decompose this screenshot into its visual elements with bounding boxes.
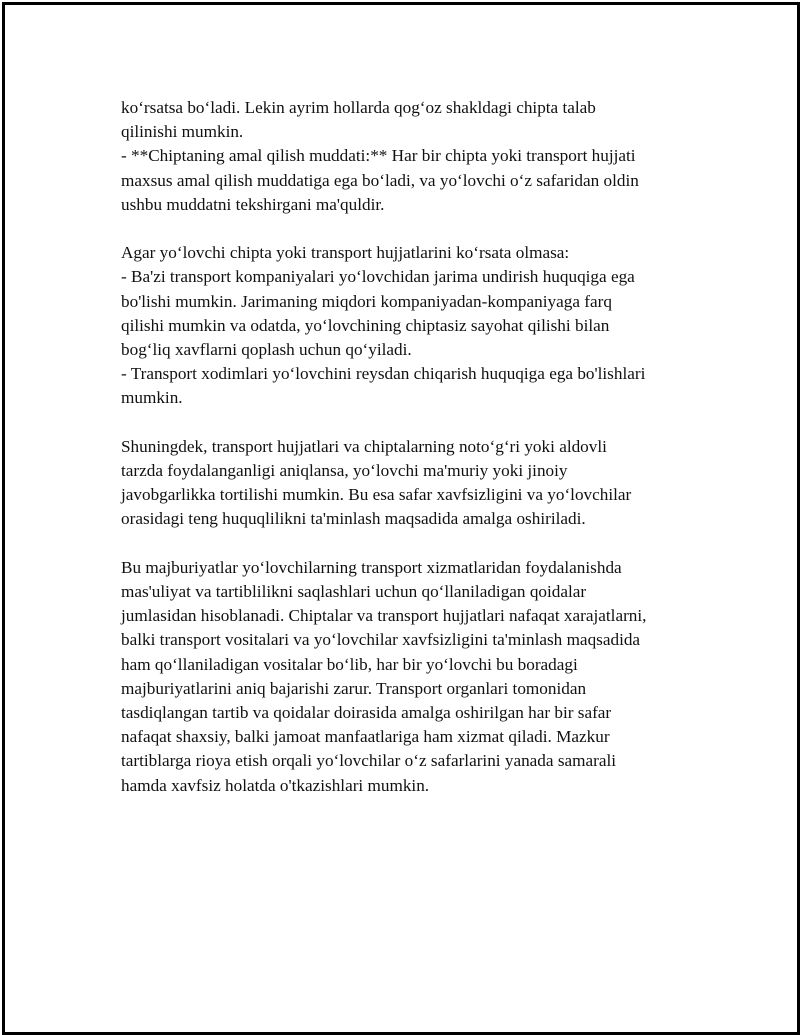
text-line: bog‘liq xavflarni qoplash uchun qo‘yiladi. (121, 340, 412, 360)
text-line: ushbu muddatni tekshirgani ma'quldir. (121, 194, 385, 214)
text-line: maxsus amal qilish muddatiga ega bo‘ladi, va yo‘lovchi o‘z safaridan oldin (121, 170, 639, 190)
document-body (121, 96, 721, 822)
text-line: jumlasidan hisoblanadi. Chiptalar va transport hujjatlari nafaqat xarajatlarni, (121, 606, 647, 626)
text-line: nafaqat shaxsiy, balki jamoat manfaatlariga ham xizmat qiladi. Mazkur (121, 727, 610, 747)
text-line: - Ba'zi transport kompaniyalari yo‘lovchidan jarima undirish huquqiga ega (121, 267, 635, 287)
text-line: balki transport vositalari va yo‘lovchilar xavfsizligini ta'minlash maqsadida (121, 630, 641, 650)
document-page (2, 2, 800, 1035)
text-line: qilishi mumkin va odatda, yo‘lovchining chiptasiz sayohat qilishi bilan (121, 315, 610, 335)
text-line: qilinishi mumkin. (121, 122, 244, 142)
paragraph-penalties (121, 241, 721, 410)
text-line: mas'uliyat va tartiblilikni saqlashlari uchun qo‘llaniladigan qoidalar (121, 582, 587, 602)
text-line: ko‘rsatsa bo‘ladi. Lekin ayrim hollarda qog‘oz shakldagi chipta talab (121, 98, 596, 117)
text-line: - Transport xodimlari yo‘lovchini reysdan chiqarish huquqiga ega bo'lishlari (121, 364, 646, 384)
text-line: tasdiqlangan tartib va qoidalar doirasida amalga oshirilgan har bir safar (121, 703, 612, 723)
text-line: Agar yo‘lovchi chipta yoki transport hujjatlarini ko‘rsata olmasa: (121, 243, 570, 263)
text-line: majburiyatlarini aniq bajarishi zarur. Transport organlari tomonidan (121, 678, 587, 698)
text-line: Shuningdek, transport hujjatlari va chiptalarning noto‘g‘ri yoki aldovli (121, 436, 607, 456)
paragraph-ticket-validity (121, 96, 721, 217)
text-line: hamda xavfsiz holatda o'tkazishlari mumkin. (121, 775, 430, 795)
text-line: tarzda foydalanganligi aniqlansa, yo‘lovchi ma'muriy yoki jinoiy (121, 461, 568, 481)
text-line: orasidagi teng huquqlilikni ta'minlash maqsadida amalga oshiriladi. (121, 509, 586, 529)
text-line: ham qo‘llaniladigan vositalar bo‘lib, har bir yo‘lovchi bu boradagi (121, 654, 578, 674)
text-line: mumkin. (121, 388, 183, 408)
text-line: javobgarlikka tortilishi mumkin. Bu esa safar xavfsizligini va yo‘lovchilar (121, 485, 632, 505)
text-line: Bu majburiyatlar yo‘lovchilarning transport xizmatlaridan foydalanishda (121, 557, 622, 577)
paragraph-liability (121, 435, 721, 532)
text-line: - **Chiptaning amal qilish muddati:** Har bir chipta yoki transport hujjati (121, 146, 636, 166)
text-line: bo'lishi mumkin. Jarimaning miqdori kompaniyadan-kompaniyaga farq (121, 291, 612, 311)
paragraph-conclusion (121, 556, 721, 798)
text-line: tartiblarga rioya etish orqali yo‘lovchilar o‘z safarlarini yanada samarali (121, 751, 617, 771)
